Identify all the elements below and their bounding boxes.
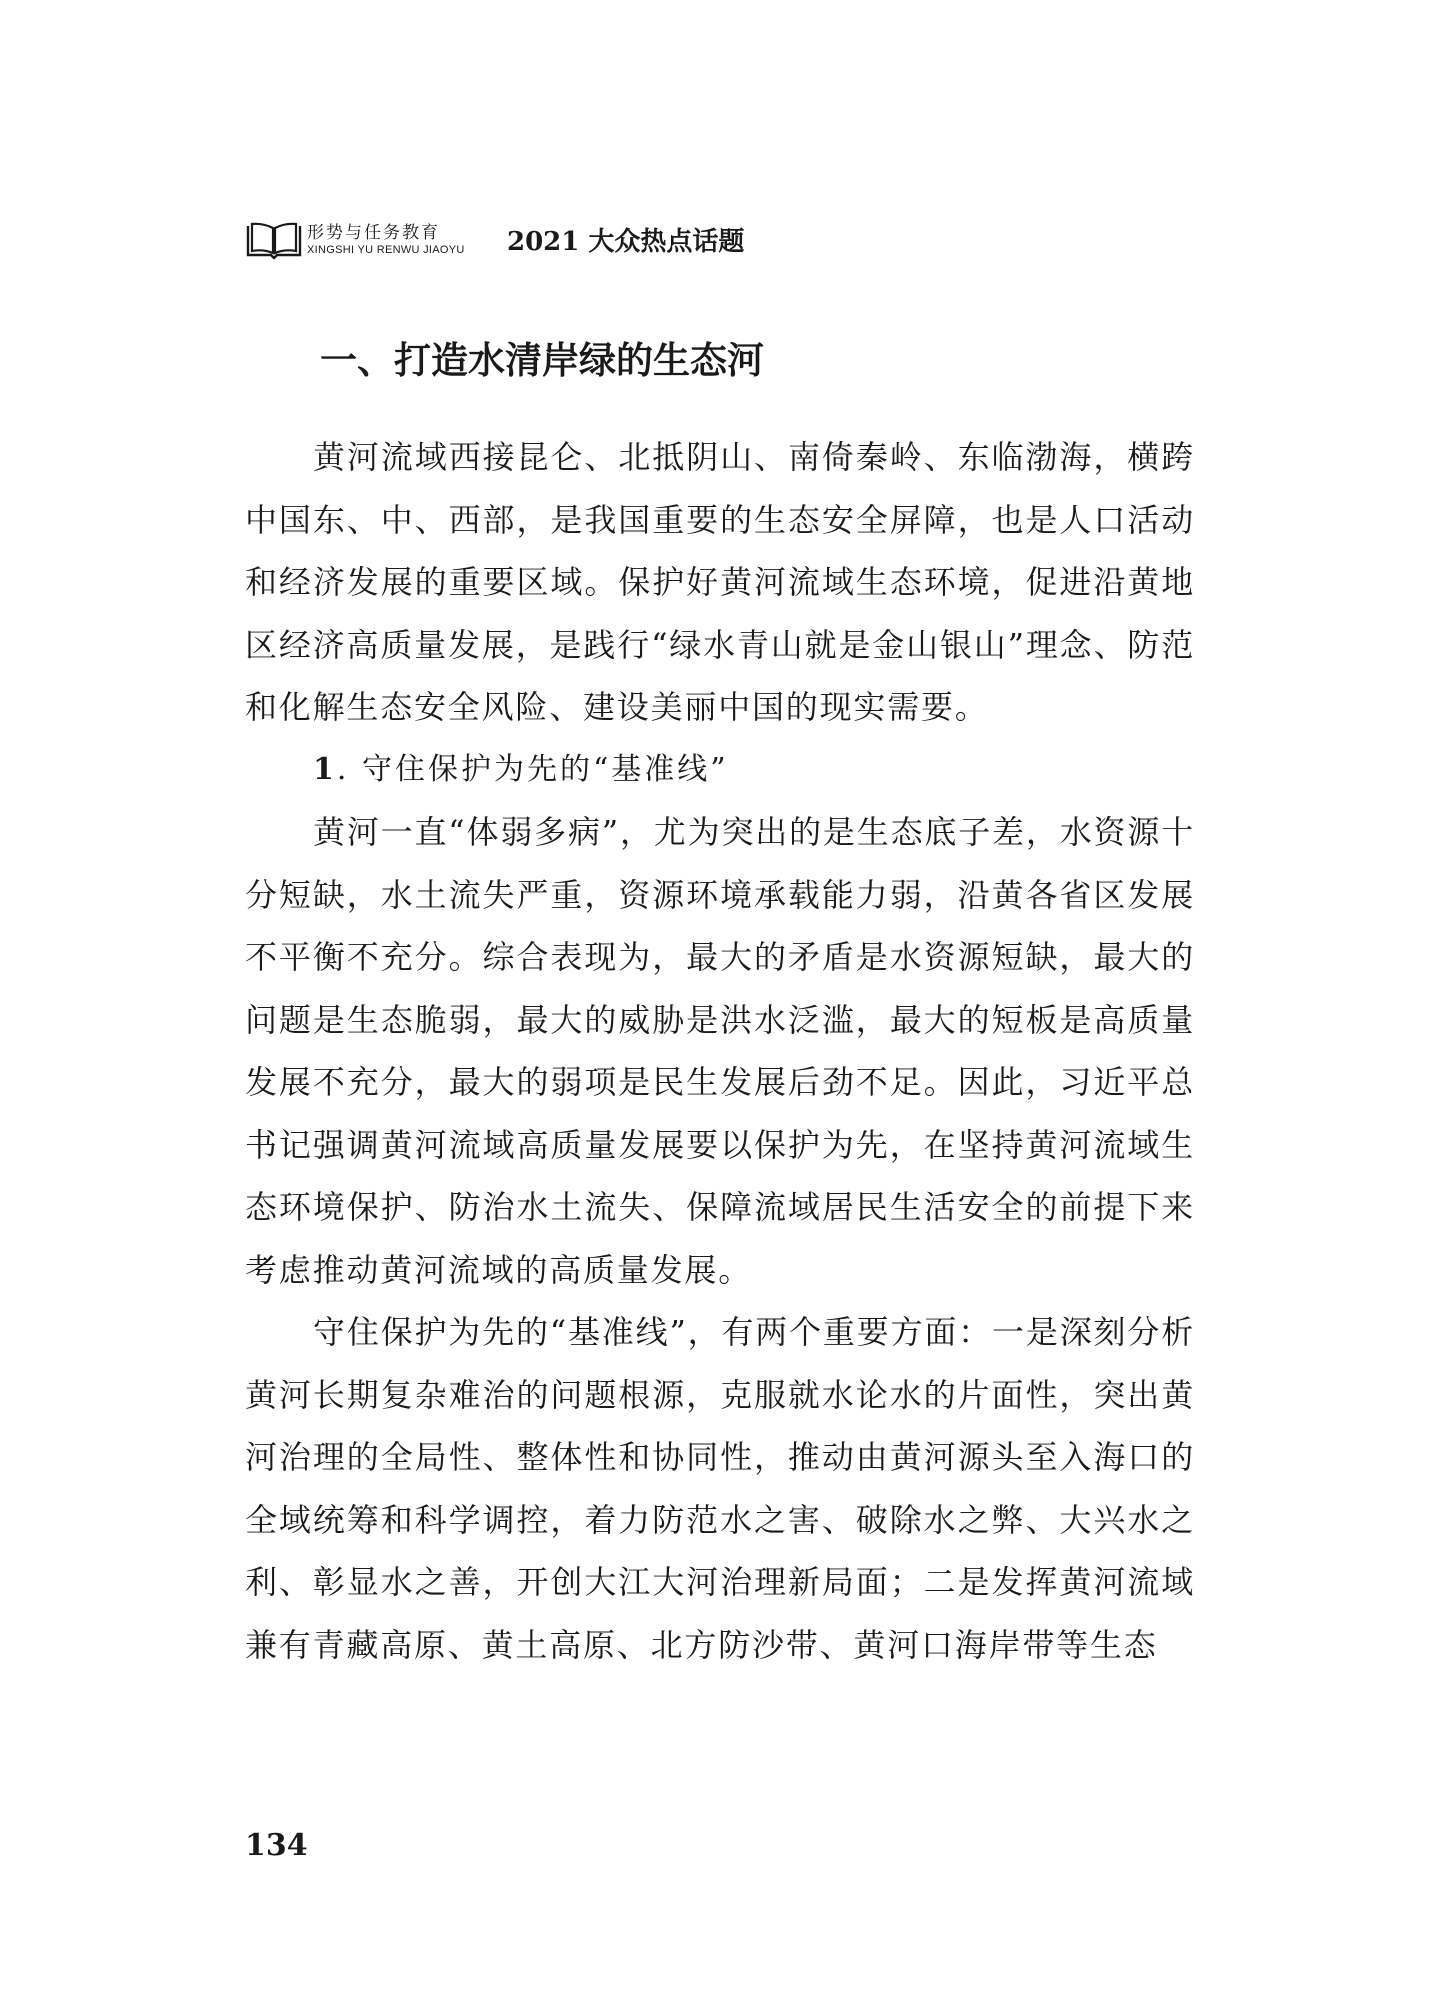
series-title: 2021 大众热点话题 [507, 227, 745, 257]
paragraph-problems: 黄河一直“体弱多病”，尤为突出的是生态底子差，水资源十分短缺，水土流失严重，资源环境承载能力弱，沿黄各省区发展不平衡不充分。综合表现为，最大的矛盾是水资源短缺，最大的问题是生态脆弱，最大的威胁是洪水泛滥，最大的短板是高质量发展不充分，最大的弱项是民生发展后劲不足。因此，习近平总书记强调黄河流域高质量发展要以保护为先，在坚持黄河流域生态环境保护、防治水土流失、保障流域居民生活安全的前提下来考虑推动黄河流域的高质量发展。 [245, 813, 1195, 1289]
subheading-number: 1 [313, 751, 337, 787]
paragraph-intro: 黄河流域西接昆仑、北抵阴山、南倚秦岭、东临渤海，横跨中国东、中、西部，是我国重要的生态安全屏障，也是人口活动和经济发展的重要区域。保护好黄河流域生态环境，促进沿黄地区经济高质量发展，是践行“绿水青山就是金山银山”理念、防范和化解生态安全风险、建设美丽中国的现实需要。 [245, 438, 1195, 726]
page-number: 134 [245, 1828, 308, 1863]
section-title: 一、打造水清岸绿的生态河 [320, 339, 764, 382]
running-header [245, 220, 805, 264]
brand-chinese: 形势与任务教育 [307, 223, 440, 243]
open-book-icon [245, 222, 303, 260]
publication-brand [307, 223, 477, 257]
paragraph-baseline: 守住保护为先的“基准线”，有两个重要方面：一是深刻分析黄河长期复杂难治的问题根源，克服就水论水的片面性，突出黄河治理的全局性、整体性和协同性，推动由黄河源头至入海口的全域统筹和科学调控，着力防范水之害、破除水之弊、大兴水之利、彰显水之善，开创大江大河治理新局面；二是发挥黄河流域兼有青藏高原、黄土高原、北方防沙带、黄河口海岸带等生态 [245, 1313, 1195, 1664]
subheading [245, 739, 1195, 802]
brand-pinyin: XINGSHI YU RENWU JIAOYU [307, 244, 465, 256]
body-text [245, 426, 1195, 1676]
subheading-text: . 守住保护为先的“基准线” [336, 751, 729, 787]
